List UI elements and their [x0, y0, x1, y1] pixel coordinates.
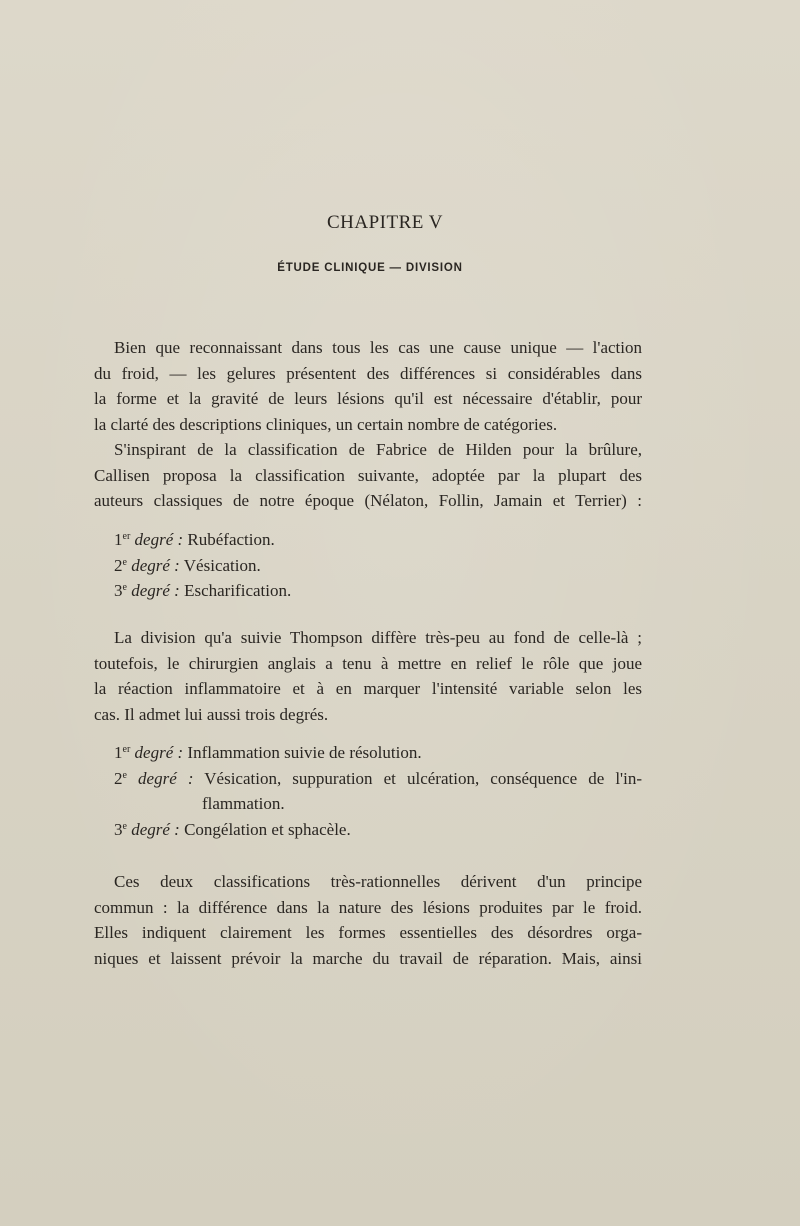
text-line: Callisen proposa la classification suivante, adoptée par la plupart des — [94, 465, 642, 485]
degree-list-callisen — [114, 527, 291, 604]
list-item: 3e degré : Congélation et sphacèle. — [114, 819, 351, 839]
text-line: la réaction inflammatoire et à en marquer l'intensité variable selon les — [94, 679, 642, 699]
text-line: la clarté des descriptions cliniques, un certain nombre de catégories. — [94, 414, 558, 434]
text-line: Ces deux classifications très-rationnelles dérivent d'un principe — [114, 872, 642, 891]
text-line: La division qu'a suivie Thompson diffère très-peu au fond de celle-là ; — [114, 628, 642, 647]
chapter-title: CHAPITRE V — [326, 212, 444, 233]
paragraph-3 — [94, 625, 642, 727]
text-line: la forme et la gravité de leurs lésions qu'il est nécessaire d'établir, pour — [94, 389, 642, 409]
text-line: toutefois, le chirurgien anglais a tenu à mettre en relief le rôle que joue — [94, 653, 642, 673]
paragraph-4 — [94, 869, 642, 971]
text-line: commun : la différence dans la nature des lésions produites par le froid. — [94, 897, 642, 917]
text-line: du froid, — les gelures présentent des différences si considérables dans — [94, 363, 642, 383]
list-item: 2e degré : Vésication. — [114, 555, 261, 575]
text-line: auteurs classiques de notre époque (Nélaton, Follin, Jamain et Terrier) : — [94, 491, 642, 511]
text-line: cas. Il admet lui aussi trois degrés. — [94, 704, 329, 724]
text-line: niques et laissent prévoir la marche du travail de réparation. Mais, ainsi — [94, 948, 642, 968]
text-line: Bien que reconnaissant dans tous les cas une cause unique — l'action — [114, 338, 642, 357]
paragraph-1 — [94, 335, 642, 437]
list-item-continuation: flammation. — [202, 794, 285, 814]
list-item: 1er degré : Inflammation suivie de résolution. — [114, 743, 422, 762]
text-line: Elles indiquent clairement les formes essentielles des désordres orga- — [94, 923, 642, 943]
paragraph-2 — [94, 437, 642, 514]
list-item: 1er degré : Rubéfaction. — [114, 530, 275, 549]
section-title: ÉTUDE CLINIQUE — DIVISION — [277, 262, 463, 274]
list-item: 3e degré : Escharification. — [114, 581, 292, 601]
text-line: S'inspirant de la classification de Fabrice de Hilden pour la brûlure, — [114, 440, 642, 459]
degree-list-thompson — [114, 740, 642, 842]
list-item: 2e degré : Vésication, suppuration et ulcération, conséquence de l'in- — [114, 768, 642, 788]
